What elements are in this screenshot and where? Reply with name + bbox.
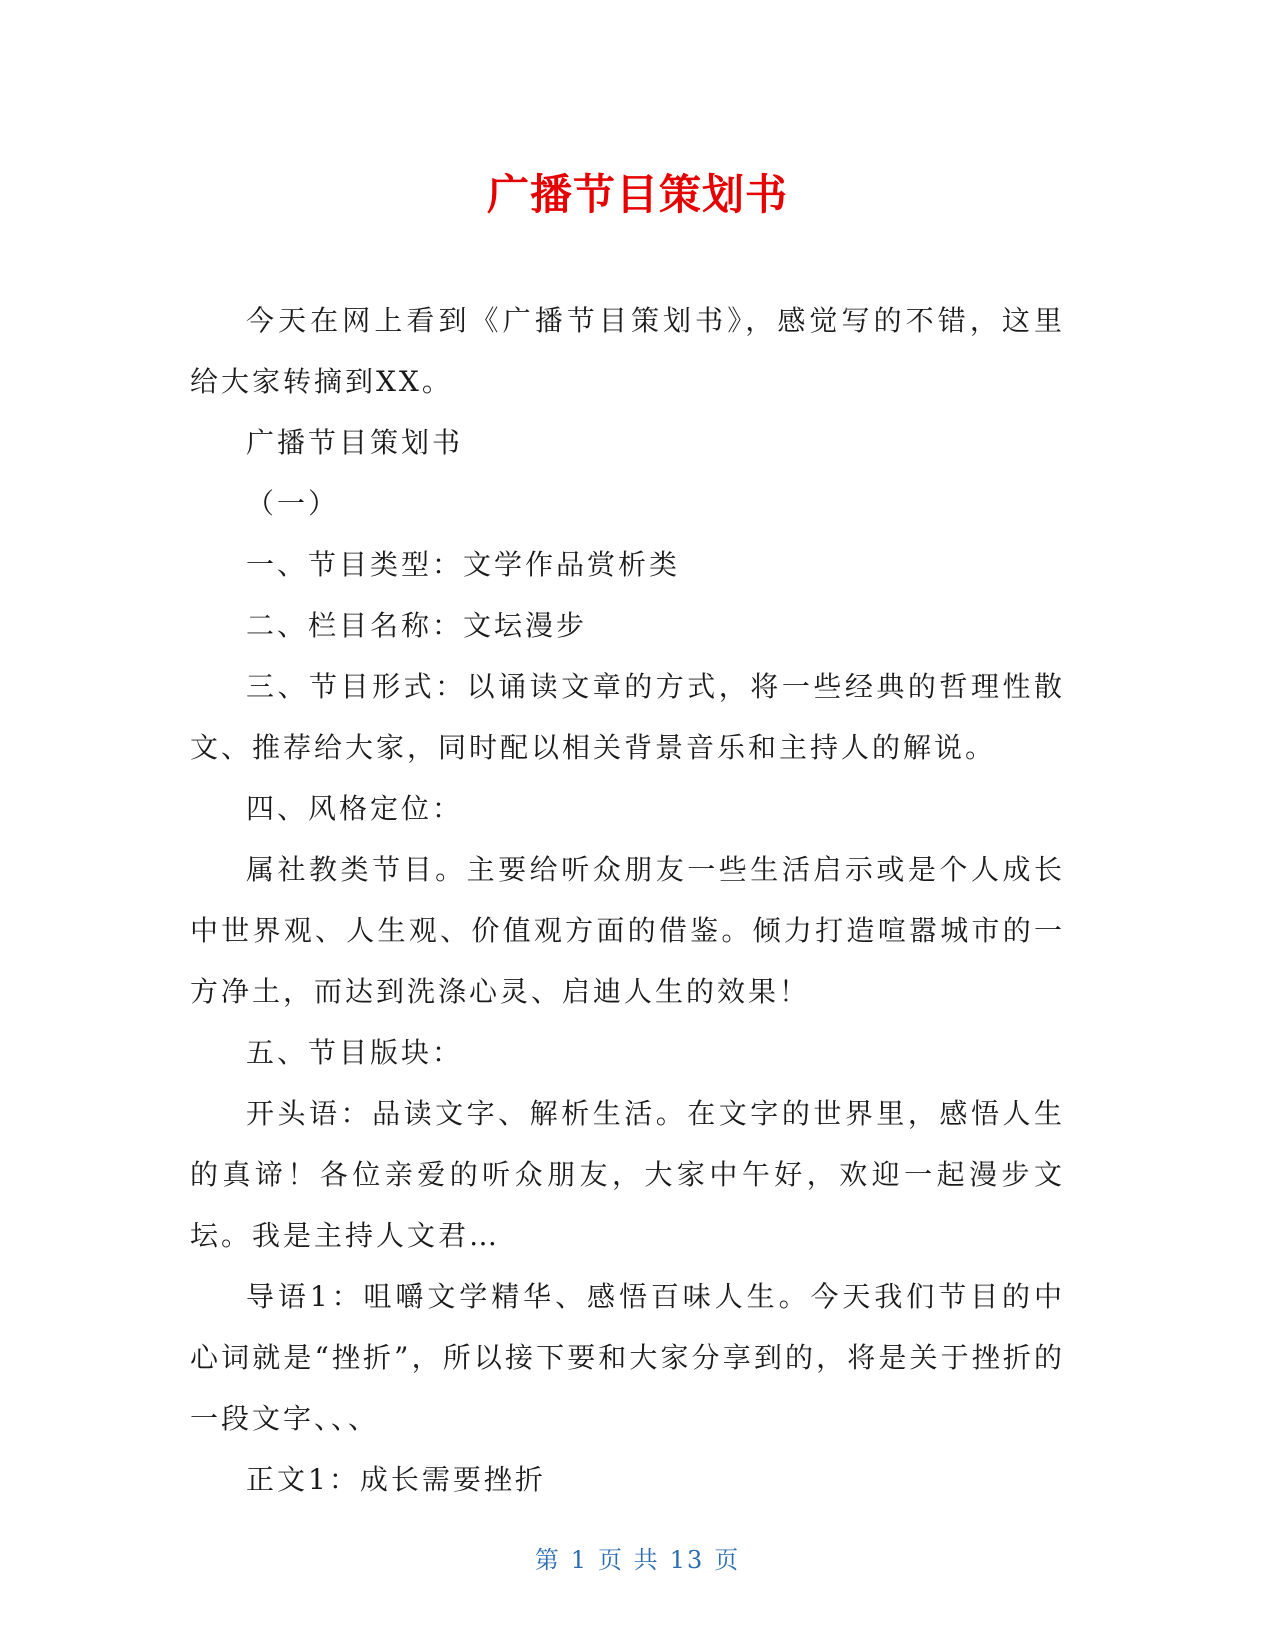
- paragraph-style-body: 属社教类节目。主要给听众朋友一些生活启示或是个人成长中世界观、人生观、价值观方面的借鉴。倾力打造喧嚣城市的一方净土，而达到洗涤心灵、启迪人生的效果！: [190, 853, 1065, 1008]
- document-body: [190, 290, 1065, 1510]
- paragraph-section-number: （一）: [246, 487, 340, 520]
- paragraph-main-text-1: 正文1：成长需要挫折: [246, 1463, 546, 1496]
- paragraph-opening: 开头语：品读文字、解析生活。在文字的世界里，感悟人生的真谛！各位亲爱的听众朋友，大家中午好，欢迎一起漫步文坛。我是主持人文君…: [190, 1097, 1065, 1252]
- footer-suffix: 页: [714, 1546, 741, 1574]
- paragraph-program-type: 一、节目类型：文学作品赏析类: [246, 548, 681, 581]
- paragraph-program-form: 三、节目形式：以诵读文章的方式，将一些经典的哲理性散文、推荐给大家，同时配以相关背景音乐和主持人的解说。: [190, 670, 1065, 764]
- footer-mid: 页 共: [598, 1546, 660, 1574]
- paragraph-intro-1: 导语1：咀嚼文学精华、感悟百味人生。今天我们节目的中心词就是“挫折”，所以接下要和大家分享到的，将是关于挫折的一段文字、、、: [190, 1280, 1065, 1435]
- document-title: 广播节目策划书: [486, 170, 788, 219]
- footer-current-page: 1: [570, 1546, 589, 1574]
- paragraph-subtitle: 广播节目策划书: [246, 426, 464, 459]
- paragraph-intro: 今天在网上看到《广播节目策划书》，感觉写的不错，这里给大家转摘到XX。: [190, 304, 1065, 398]
- page-footer: [0, 1540, 1275, 1575]
- paragraph-column-name: 二、栏目名称：文坛漫步: [246, 609, 588, 642]
- footer-prefix: 第: [534, 1546, 561, 1574]
- footer-total-pages: 13: [669, 1546, 705, 1574]
- paragraph-segments-heading: 五、节目版块：: [246, 1036, 464, 1069]
- paragraph-style-heading: 四、风格定位：: [246, 792, 464, 825]
